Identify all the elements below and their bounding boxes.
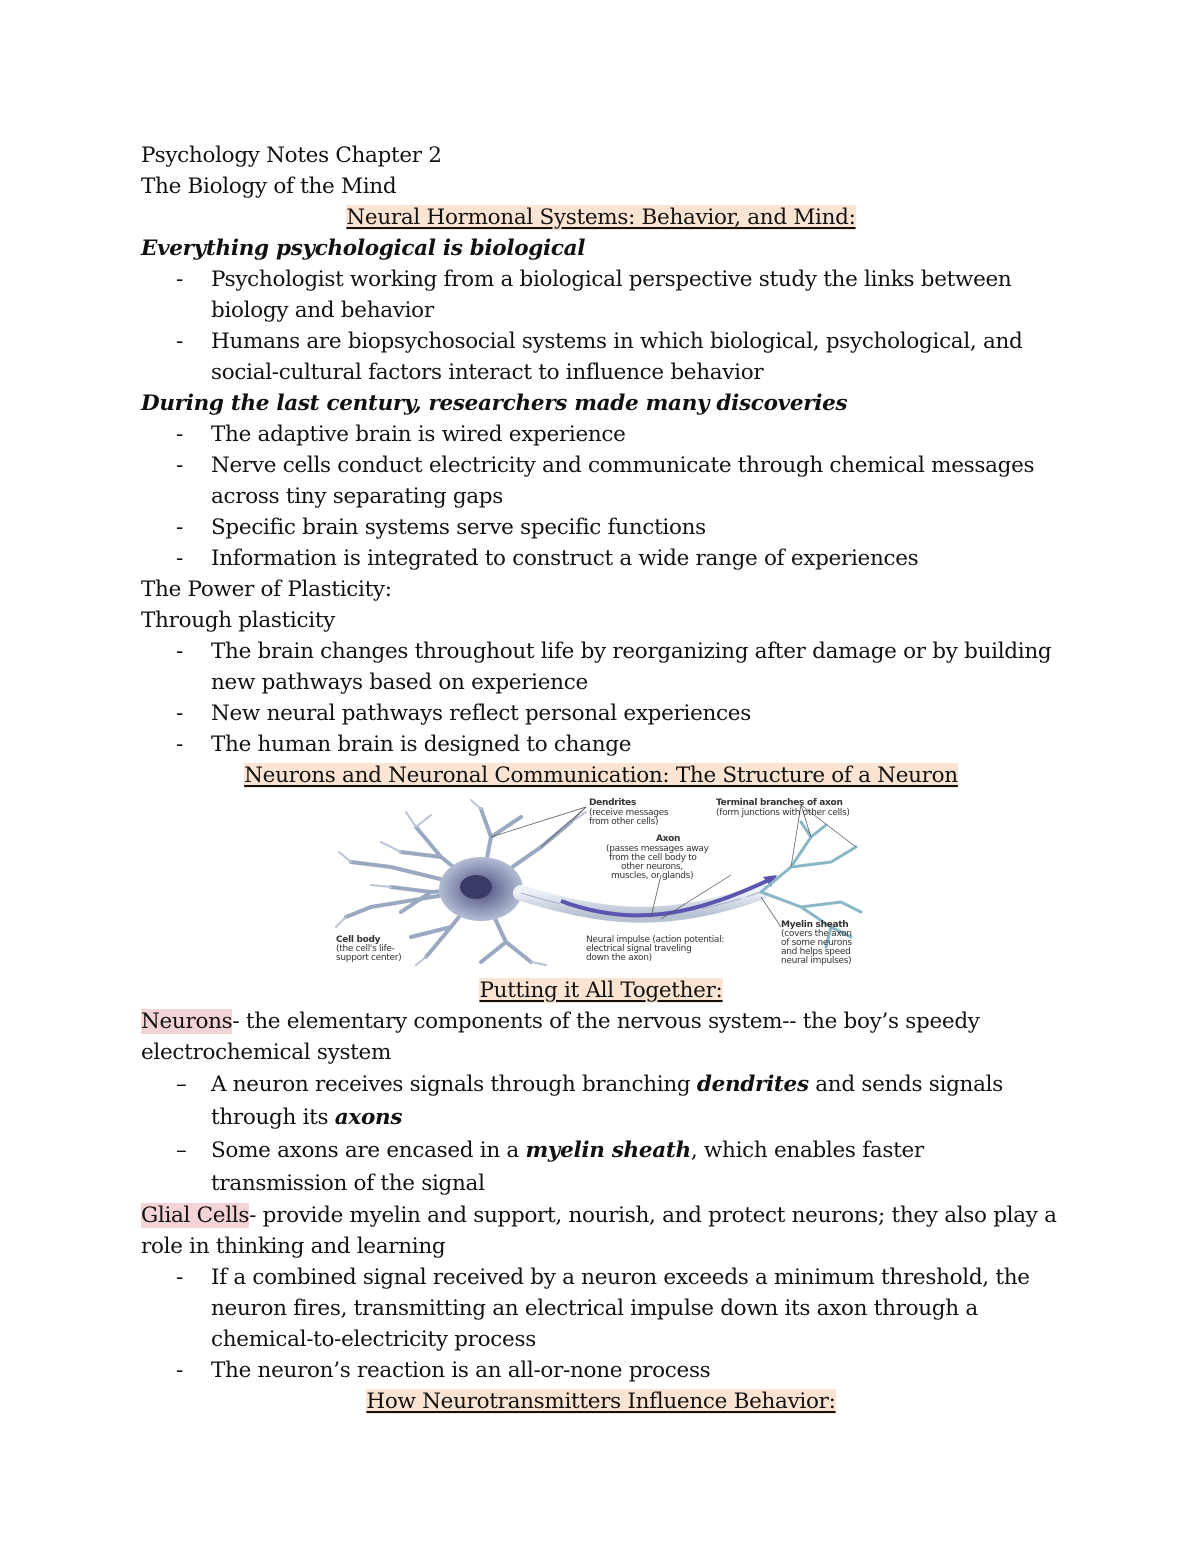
label-cell-body-desc: support center)	[336, 953, 402, 963]
bullet-list-biological	[141, 264, 1061, 388]
label-myelin-desc: of some neurons	[781, 938, 852, 948]
plasticity-title: The Power of Plasticity:	[141, 577, 392, 602]
list-item	[141, 729, 1061, 760]
section-heading-neurons	[141, 760, 1061, 791]
bullet-list-discoveries	[141, 419, 1061, 574]
list-item	[141, 1355, 1061, 1386]
label-impulse-desc: down the axon)	[586, 953, 652, 963]
label-myelin-desc: neural impulses)	[781, 956, 852, 966]
dash-bullet-icon: -	[176, 453, 183, 478]
label-cell-body: Cell body	[336, 935, 381, 945]
list-item	[141, 419, 1061, 450]
list-item	[141, 636, 1061, 698]
glial-cells-definition	[141, 1200, 1061, 1262]
definition-text: - provide myelin and support, nourish, and protect neurons; they also play a role in thinking and learning	[141, 1203, 1057, 1259]
label-myelin-desc: (covers the axon	[781, 929, 852, 939]
list-item-text: Some axons are encased in a	[211, 1138, 526, 1163]
section-heading-text: How Neurotransmitters Influence Behavior:	[366, 1389, 836, 1414]
list-item-text: Specific brain systems serve specific functions	[211, 515, 706, 540]
label-axon-desc: other neurons,	[621, 862, 683, 872]
dash-bullet-icon: -	[176, 515, 183, 540]
document-title: Psychology Notes Chapter 2	[141, 143, 442, 168]
list-item-text: The adaptive brain is wired experience	[211, 422, 626, 447]
dash-bullet-icon: -	[176, 329, 183, 354]
dash-bullet-icon: -	[176, 639, 183, 664]
list-item	[141, 264, 1061, 326]
label-terminal-desc: (form junctions with other cells)	[716, 808, 850, 818]
list-item	[141, 543, 1061, 574]
neurons-definition	[141, 1006, 1061, 1068]
label-dendrites: Dendrites	[589, 798, 637, 808]
document-page	[141, 140, 1061, 1417]
label-impulse-desc: electrical signal traveling	[586, 944, 692, 954]
label-myelin-sheath: Myelin sheath	[781, 920, 849, 930]
bullet-list-firing	[141, 1262, 1061, 1386]
label-axon-desc: from the cell body to	[609, 853, 697, 863]
section-heading-text: Putting it All Together:	[479, 978, 723, 1003]
dash-bullet-icon: –	[176, 1072, 187, 1097]
bullet-list-plasticity	[141, 636, 1061, 760]
list-item-text: Nerve cells conduct electricity and communicate through chemical messages across tiny separating gaps	[211, 453, 1035, 509]
label-cell-body-desc: (the cell's life-	[336, 944, 395, 954]
nucleus-shape	[460, 875, 492, 899]
list-item-text: If a combined signal received by a neuron exceeds a minimum threshold, the neuron fires, transmitting an electrical impulse down its axon through a chemical-to-electricity process	[211, 1265, 1030, 1352]
label-axon-desc: muscles, or glands)	[611, 871, 694, 881]
plasticity-intro: Through plasticity	[141, 608, 336, 633]
list-item	[141, 698, 1061, 729]
list-item	[141, 512, 1061, 543]
label-neural-impulse: Neural impulse (action potential:	[586, 935, 725, 945]
dash-bullet-icon: –	[176, 1138, 187, 1163]
section-heading-text: Neural Hormonal Systems: Behavior, and Mind:	[346, 205, 856, 230]
section-heading-text: Neurons and Neuronal Communication: The Structure of a Neuron	[244, 763, 958, 788]
term-axons: axons	[334, 1105, 403, 1130]
dash-bullet-icon: -	[176, 422, 183, 447]
section-heading-neurotransmitters	[141, 1386, 1061, 1417]
list-item-text: The human brain is designed to change	[211, 732, 632, 757]
section-heading-neural-hormonal	[141, 202, 1061, 233]
term-neurons: Neurons	[141, 1009, 233, 1034]
section-heading-putting-together	[141, 975, 1061, 1006]
term-myelin-sheath: myelin sheath	[525, 1138, 691, 1163]
list-item-text: A neuron receives signals through branching	[211, 1072, 697, 1097]
term-dendrites: dendrites	[696, 1072, 809, 1097]
definition-text: - the elementary components of the nervous system-- the boy’s speedy electrochemical system	[141, 1009, 980, 1065]
bullet-list-neurons	[141, 1068, 1061, 1200]
label-axon: Axon	[656, 834, 681, 844]
neuron-diagram	[331, 797, 871, 967]
document-subtitle: The Biology of the Mind	[141, 174, 397, 199]
label-myelin-desc: and helps speed	[781, 947, 851, 957]
subheading-discoveries: During the last century, researchers made many discoveries	[141, 391, 848, 416]
label-axon-desc: (passes messages away	[606, 844, 709, 854]
subheading-everything-biological: Everything psychological is biological	[141, 236, 586, 261]
dash-bullet-icon: -	[176, 1265, 183, 1290]
label-dendrites-desc: from other cells)	[589, 817, 659, 827]
list-item	[141, 450, 1061, 512]
dash-bullet-icon: -	[176, 546, 183, 571]
dash-bullet-icon: -	[176, 267, 183, 292]
list-item	[141, 1134, 1061, 1200]
term-glial-cells: Glial Cells	[141, 1203, 250, 1228]
list-item	[141, 1262, 1061, 1355]
dash-bullet-icon: -	[176, 701, 183, 726]
dash-bullet-icon: -	[176, 1358, 183, 1383]
dash-bullet-icon: -	[176, 732, 183, 757]
label-dendrites-desc: (receive messages	[589, 808, 669, 818]
list-item-text: New neural pathways reflect personal experiences	[211, 701, 751, 726]
list-item-text: , which enables faster transmission of the signal	[211, 1138, 924, 1196]
list-item-text: Psychologist working from a biological perspective study the links between biology and behavior	[211, 267, 1012, 323]
list-item-text: The neuron’s reaction is an all-or-none process	[211, 1358, 711, 1383]
list-item	[141, 1068, 1061, 1134]
list-item-text: The brain changes throughout life by reorganizing after damage or by building new pathways based on experience	[211, 639, 1052, 695]
list-item-text: and sends signals through its	[211, 1072, 1003, 1130]
neuron-illustration	[331, 797, 871, 967]
list-item	[141, 326, 1061, 388]
label-terminal-branches: Terminal branches of axon	[716, 798, 843, 808]
list-item-text: Information is integrated to construct a wide range of experiences	[211, 546, 919, 571]
list-item-text: Humans are biopsychosocial systems in which biological, psychological, and social-cultural factors interact to influence behavior	[211, 329, 1023, 385]
